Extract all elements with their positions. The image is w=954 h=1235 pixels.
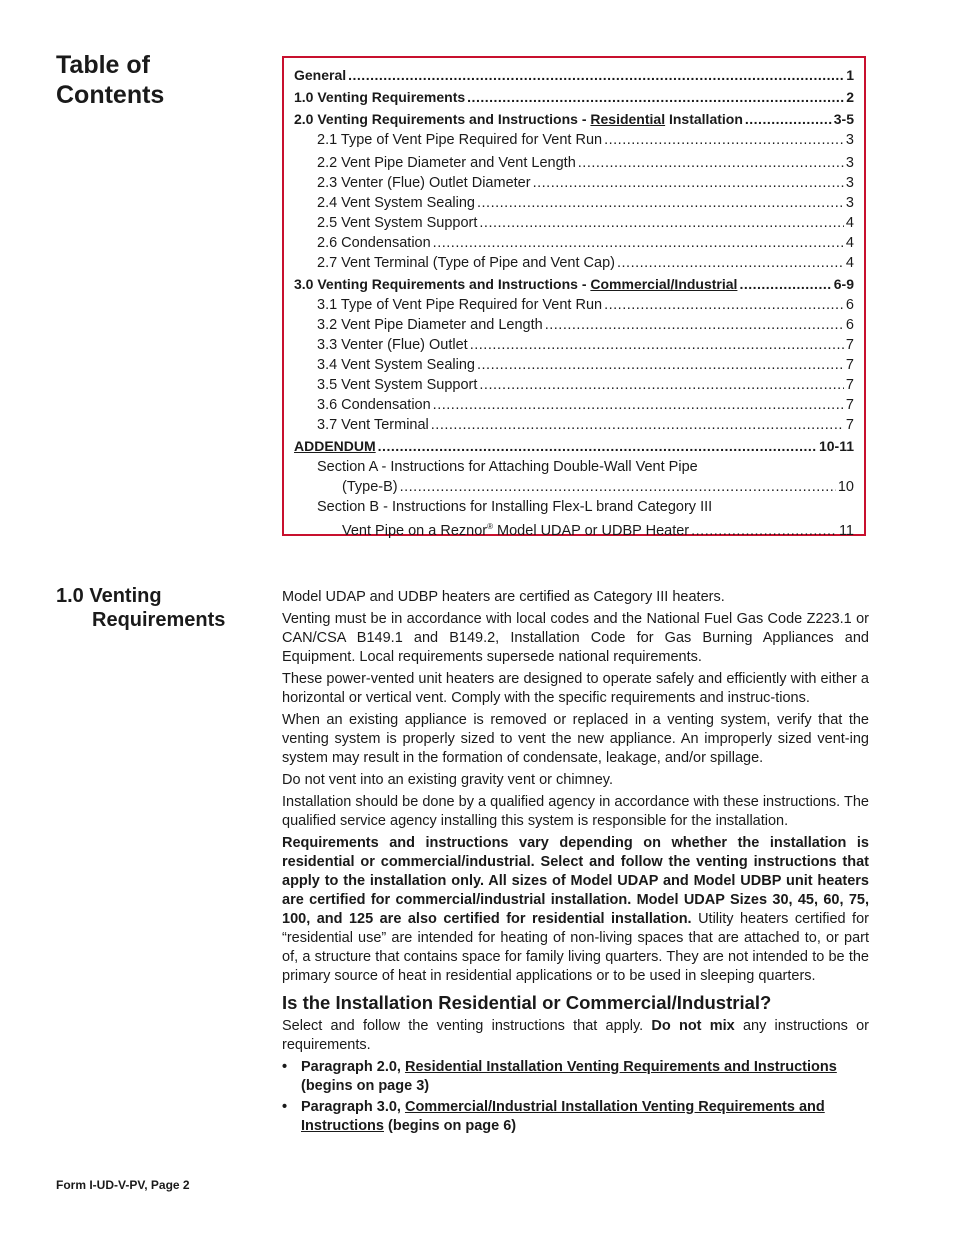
toc-leader (378, 435, 817, 457)
toc-label-post: Model UDAP or UDBP Heater (493, 522, 690, 539)
toc-entry-2-4[interactable] (294, 193, 854, 213)
toc-leader (467, 86, 844, 108)
toc-entry-3-6[interactable] (294, 395, 854, 415)
toc-page: 3-5 (833, 111, 854, 127)
commercial-instructions-link[interactable]: Commercial/Industrial Installation Venting Requirements and Instructions (301, 1099, 825, 1134)
toc-label: 2.1 Type of Vent Pipe Required for Vent Run (317, 132, 603, 148)
toc-label: 3.3 Venter (Flue) Outlet (317, 337, 468, 353)
paragraph-select (282, 1017, 869, 1055)
toc-label-pre: Vent Pipe on a Reznor (342, 522, 488, 539)
bullet: • (282, 1099, 288, 1115)
toc-label: 2.5 Vent System Support (317, 215, 478, 231)
paragraph-power-vented: These power-vented unit heaters are designed to operate safely and efficiently with either a horizontal or vertical vent. Comply with the specific requirements and instruc-tions. (282, 671, 869, 706)
toc-entry-3-7[interactable] (294, 415, 854, 435)
toc-entry-3-1[interactable] (294, 295, 854, 315)
section-heading-line2: Requirements (92, 609, 226, 631)
toc-label (294, 108, 743, 130)
toc-entry-2-3[interactable] (294, 173, 854, 193)
toc-label: 2.6 Condensation (317, 235, 431, 251)
toc-page: 3 (845, 155, 854, 171)
toc-entry-2-6[interactable] (294, 233, 854, 253)
toc-entry-2-7[interactable] (294, 253, 854, 273)
section-heading (56, 584, 256, 632)
page-footer: Form I-UD-V-PV, Page 2 (56, 1178, 190, 1192)
toc-label (342, 517, 689, 541)
toc-page: 6-9 (833, 276, 854, 292)
toc-page: 7 (845, 397, 854, 413)
toc-title-line1: Table of (56, 51, 150, 79)
toc-label: 3.7 Vent Terminal (317, 417, 429, 433)
toc-entry-section-b-line1[interactable]: Section B - Instructions for Installing Flex-L brand Category III (317, 499, 713, 515)
toc-leader (617, 253, 844, 273)
list-item-prefix: Paragraph 2.0, (301, 1059, 405, 1075)
toc-leader (470, 335, 844, 355)
toc-page: 3 (845, 195, 854, 211)
toc-leader (745, 108, 832, 130)
toc-label: 3.2 Vent Pipe Diameter and Length (317, 317, 543, 333)
toc-leader (604, 295, 844, 315)
toc-label: 1.0 Venting Requirements (294, 89, 466, 105)
toc-entry-3-5[interactable] (294, 375, 854, 395)
toc-leader (477, 193, 844, 213)
toc-page: 2 (846, 89, 854, 105)
toc-label-underlined: Commercial/Industrial (590, 276, 738, 292)
toc-title-line2: Contents (56, 81, 165, 109)
toc-label-underlined: Residential (590, 111, 666, 127)
toc-leader (431, 415, 844, 435)
toc-page: 7 (845, 357, 854, 373)
toc-title (56, 50, 256, 110)
toc-page: 7 (845, 377, 854, 393)
toc-label (294, 273, 737, 295)
toc-page: 4 (845, 235, 854, 251)
toc-page: 6 (845, 317, 854, 333)
list-item-suffix: (begins on page 6) (383, 1118, 517, 1134)
toc-label: 3.4 Vent System Sealing (317, 357, 475, 373)
toc-entry-section-3[interactable] (294, 273, 854, 295)
toc-page: 4 (845, 255, 854, 271)
toc-entry-2-2[interactable] (294, 153, 854, 173)
paragraph-requirements (282, 834, 869, 986)
section-heading-line1: 1.0 Venting (56, 585, 162, 607)
toc-leader (477, 355, 844, 375)
do-not-mix-text: Do not mix (651, 1018, 735, 1034)
toc-label: 2.2 Vent Pipe Diameter and Vent Length (317, 155, 576, 171)
paragraph-list (282, 1058, 869, 1136)
list-item-residential (282, 1058, 869, 1096)
toc-leader (348, 64, 844, 86)
residential-instructions-link[interactable]: Residential Installation Venting Requirements and Instructions (404, 1059, 837, 1075)
toc-page: 7 (845, 337, 854, 353)
list-item-suffix: (begins on page 3) (301, 1078, 430, 1094)
paragraph-certification: Model UDAP and UDBP heaters are certified as Category III heaters. (282, 589, 725, 605)
toc-page: 10 (837, 479, 854, 495)
toc-section-2-items (294, 130, 854, 273)
toc-label: 2.4 Vent System Sealing (317, 195, 475, 211)
toc-label-prefix: 2.0 Venting Requirements and Instructions - (294, 111, 591, 127)
toc-label: 3.6 Condensation (317, 397, 431, 413)
list-item-commercial (282, 1098, 869, 1136)
section-body (282, 588, 869, 1138)
toc-leader (604, 130, 844, 150)
toc-leader (739, 273, 831, 295)
toc-entry-3-2[interactable] (294, 315, 854, 335)
toc-leader (545, 315, 844, 335)
toc-entry-2-5[interactable] (294, 213, 854, 233)
utility-heaters-text: Utility heaters certified for “residential use” are intended for heating of non-living spaces that are attached to, or part of, a structure that contains space for family living quarters. They are not intended to be the primary source of heat in residential applications or to be used in sleeping quarters. (282, 911, 869, 984)
toc-page: 7 (845, 417, 854, 433)
toc-label: 2.7 Vent Terminal (Type of Pipe and Vent Cap) (317, 255, 615, 271)
toc-leader (433, 233, 844, 253)
paragraph-qualified-agency: Installation should be done by a qualified agency in accordance with these instructions. The qualified service agency installing this system is responsible for the installation. (282, 794, 869, 829)
toc-page: 4 (845, 215, 854, 231)
toc-label-suffix: Installation (665, 111, 743, 127)
toc-entry-general[interactable] (294, 64, 854, 86)
toc-entry-section-a-line2[interactable] (294, 477, 854, 497)
table-of-contents (282, 56, 866, 539)
toc-page: 10-11 (818, 438, 854, 454)
toc-label: ADDENDUM (294, 438, 376, 454)
bullet: • (282, 1059, 288, 1075)
toc-label: (Type-B) (342, 479, 398, 495)
toc-label: 3.1 Type of Vent Pipe Required for Vent Run (317, 297, 603, 313)
registered-mark: ® (487, 522, 494, 531)
toc-entry-2-1[interactable] (294, 130, 854, 150)
toc-leader (691, 521, 837, 541)
toc-section-3-items (294, 295, 854, 435)
toc-label: 3.5 Vent System Support (317, 377, 478, 393)
toc-label: General (294, 67, 347, 83)
toc-entry-section-1[interactable] (294, 86, 854, 108)
toc-leader (533, 173, 844, 193)
toc-leader (479, 375, 844, 395)
toc-leader (479, 213, 844, 233)
paragraph-codes: Venting must be in accordance with local codes and the National Fuel Gas Code Z223.1 or CAN/CSA B149.1 and B149.2, Installation Code for Gas Burning Appliances and Equipment. Local requirements supersede national requirements. (282, 611, 869, 665)
paragraph-existing-appliance: When an existing appliance is removed or replaced in a venting system, verify that the venting system is properly sized to vent the new appliance. An improperly sized vent-ing system may result in the formation of condensate, leakage, and/or spillage. (282, 712, 869, 766)
toc-page: 1 (846, 67, 854, 83)
subheading-installation-type: Is the Installation Residential or Commercial/Industrial? (282, 992, 772, 1013)
requirements-bold-text: Requirements and instructions vary depending on whether the installation is residential or commercial/industrial. Select and follow the venting instructions that apply to the installation only. All sizes of Model UDAP and Model UDBP unit heaters are certified for commercial/industrial installation. Model UDAP Sizes 30, 45, 60, 75, 100, and 125 are also certified for residential installation. (282, 835, 869, 927)
toc-label-prefix: 3.0 Venting Requirements and Instructions - (294, 276, 591, 292)
list-item-prefix: Paragraph 3.0, (301, 1099, 405, 1115)
toc-entry-addendum[interactable] (294, 435, 854, 457)
toc-entry-section-b-line2[interactable] (294, 517, 854, 541)
toc-entry-section-2[interactable] (294, 108, 854, 130)
paragraph-gravity-vent: Do not vent into an existing gravity vent or chimney. (282, 772, 613, 788)
toc-page: 3 (845, 132, 854, 148)
toc-entry-3-3[interactable] (294, 335, 854, 355)
toc-entry-section-a-line1[interactable]: Section A - Instructions for Attaching Double-Wall Vent Pipe (317, 459, 698, 475)
toc-leader (400, 477, 836, 497)
select-text: Select and follow the venting instructions that apply. (282, 1018, 652, 1034)
toc-page: 6 (845, 297, 854, 313)
toc-label: 2.3 Venter (Flue) Outlet Diameter (317, 175, 531, 191)
toc-leader (578, 153, 844, 173)
toc-entry-3-4[interactable] (294, 355, 854, 375)
toc-page: 3 (845, 175, 854, 191)
select-rest-text: any instructions or requirements. (282, 1018, 869, 1053)
toc-page: 11 (838, 522, 854, 539)
toc-leader (433, 395, 844, 415)
